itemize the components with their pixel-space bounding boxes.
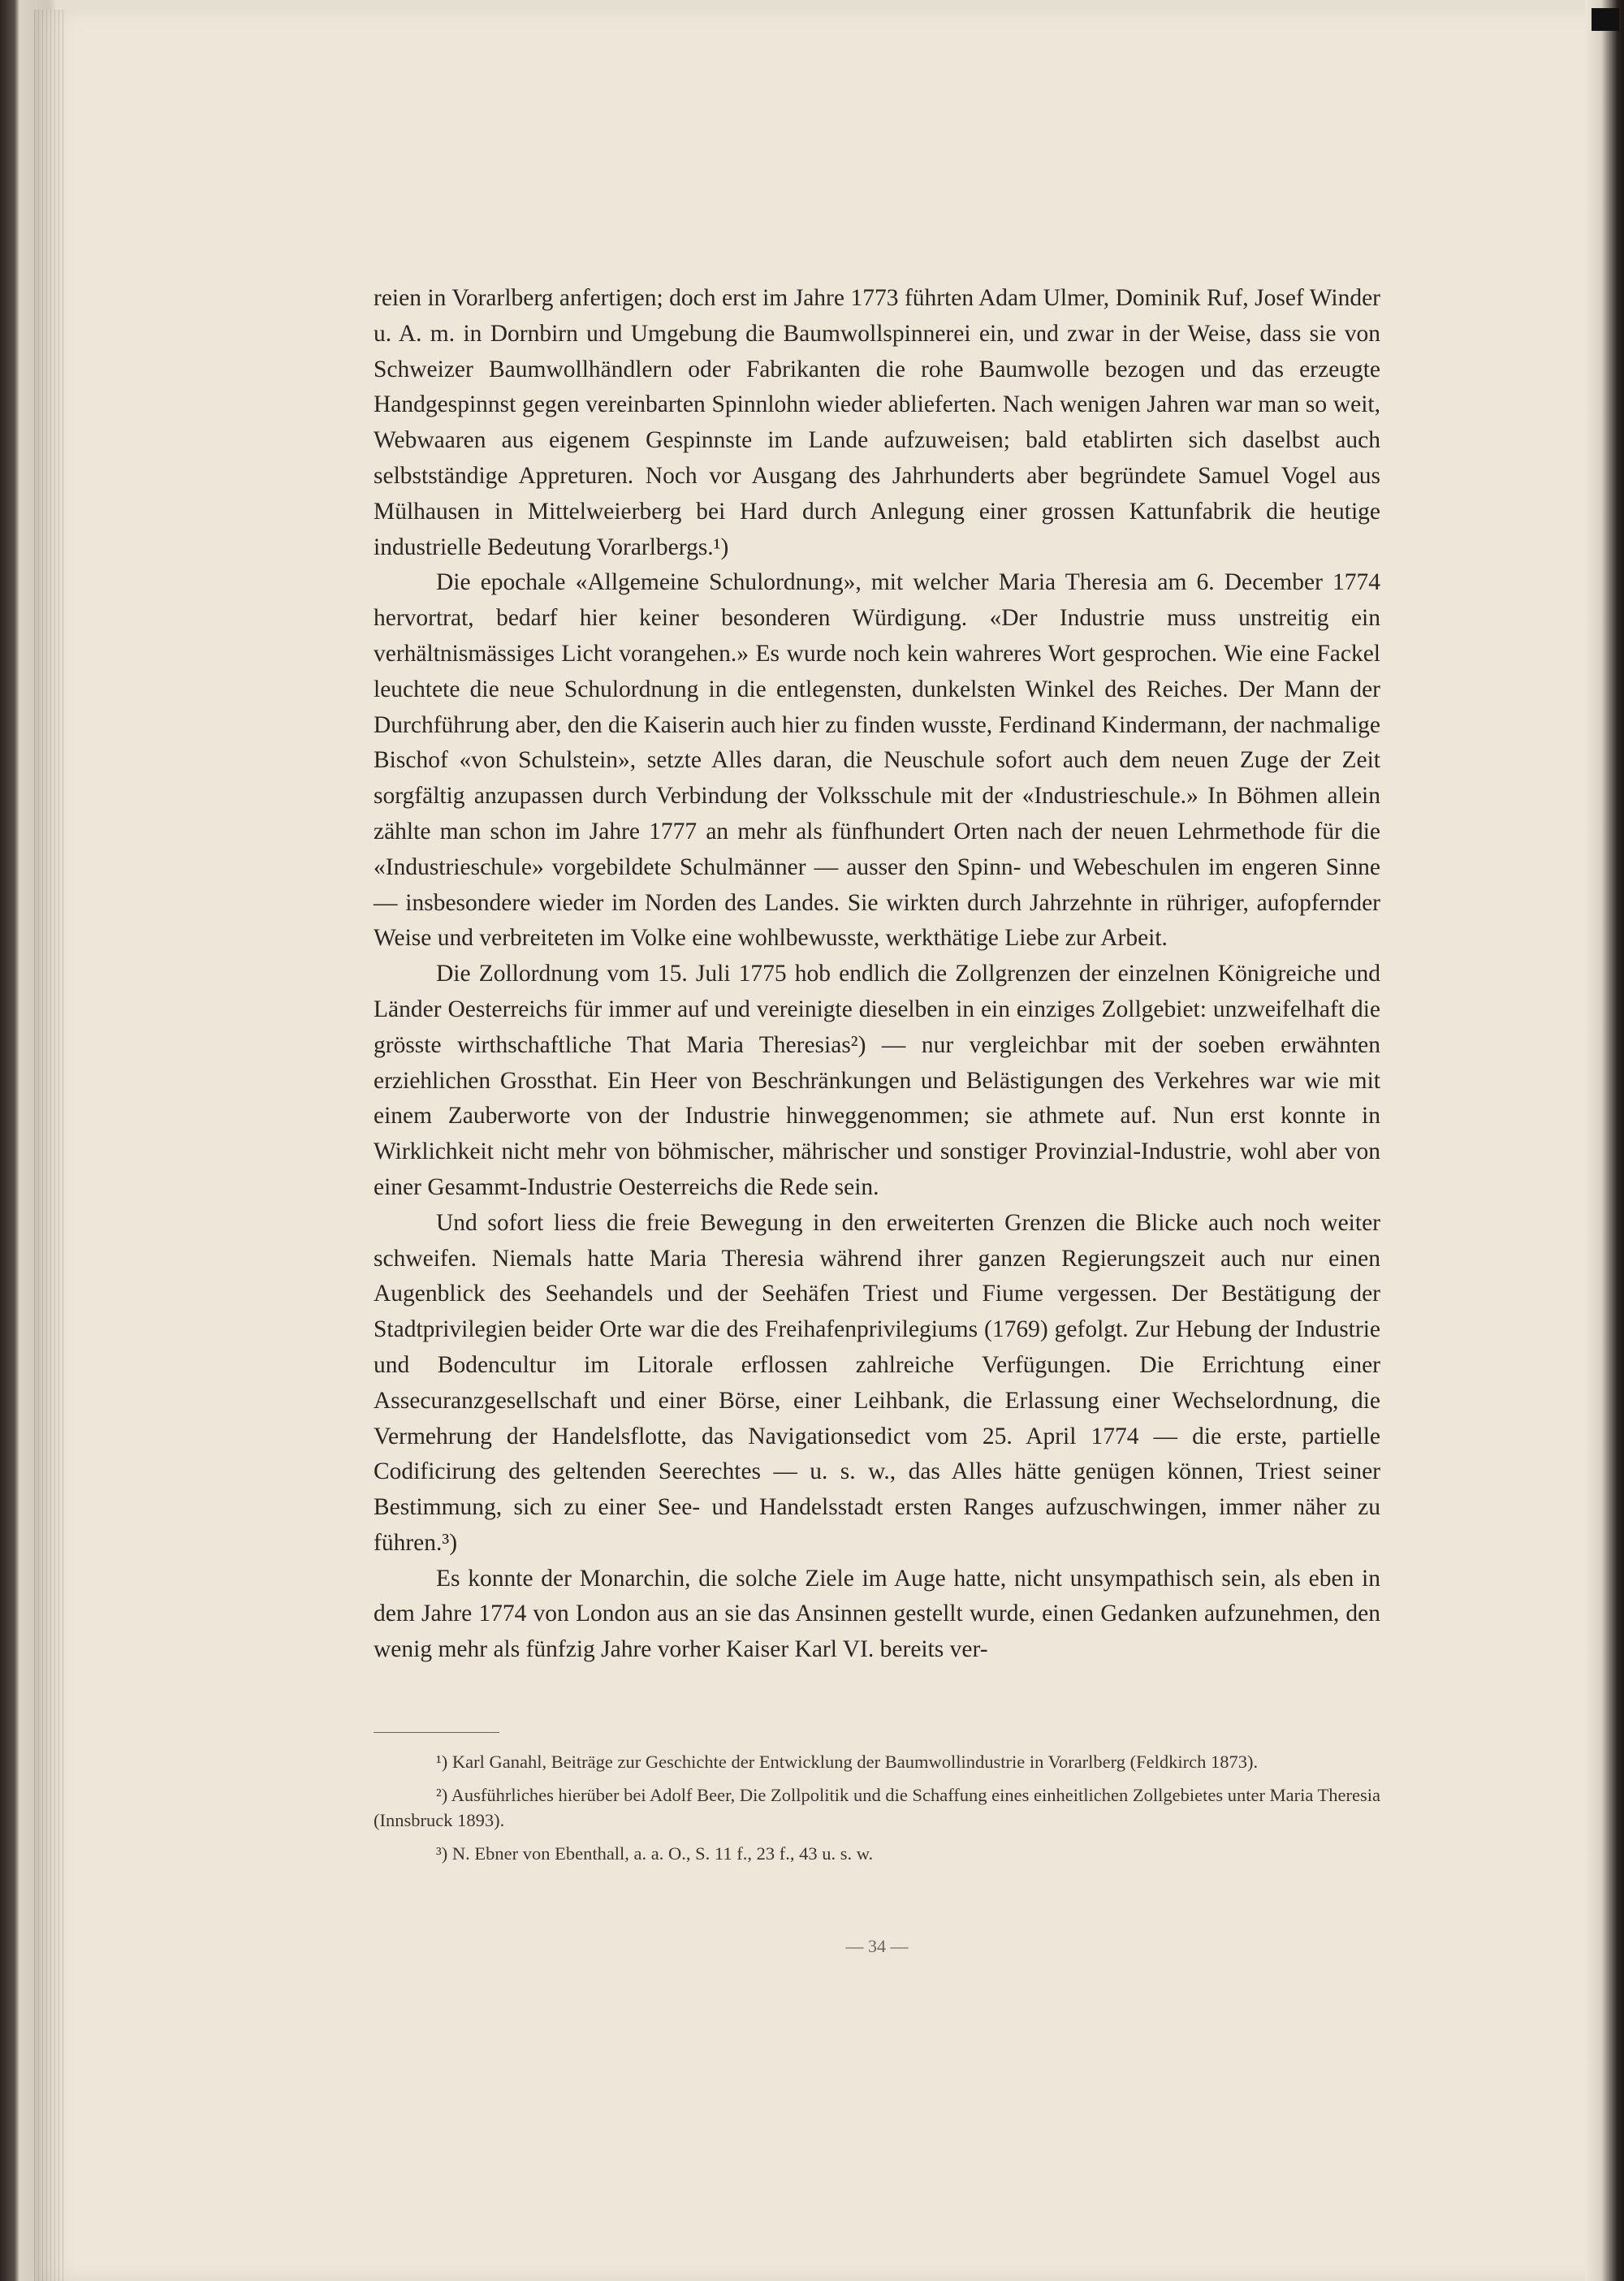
body-text bbox=[374, 281, 1380, 1668]
paragraph-3: Die Zollordnung vom 15. Juli 1775 hob endlich die Zollgrenzen der einzelnen Königreiche und Länder Oesterreichs für immer auf und vereinigte dieselben in ein einziges Zollgebiet: unzweifelhaft die grösste wirthschaftliche That Maria Theresias²) — nur vergleichbar mit der soeben erwähnten erziehlichen Grossthat. Ein Heer von Beschränkungen und Belästigungen des Verkehres war wie mit einem Zauberworte von der Industrie hinweggenommen; sie athmete auf. Nun erst konnte in Wirklichkeit nicht mehr von böhmischer, mährischer und sonstiger Provinzial-Industrie, wohl aber von einer Gesammt-Industrie Oesterreichs die Rede sein. bbox=[374, 961, 1380, 1200]
footnote-divider bbox=[374, 1732, 499, 1733]
paragraph-2: Die epochale «Allgemeine Schulordnung», mit welcher Maria Theresia am 6. December 1774 hervortrat, bedarf hier keiner besonderen Würdigung. «Der Industrie muss unstreitig ein verhältnismässiges Licht vorangehen.» Es wurde noch kein wahreres Wort gesprochen. Wie eine Fackel leuchtete die neue Schulordnung in die entlegensten, dunkelsten Winkel des Reiches. Der Mann der Durchführung aber, den die Kaiserin auch hier zu finden wusste, Ferdinand Kindermann, der nachmalige Bischof «von Schulstein», setzte Alles daran, die Neuschule sofort auch dem neuen Zuge der Zeit sorgfältig anzupassen durch Verbindung der Volksschule mit der «Industrieschule.» In Böhmen allein zählte man schon im Jahre 1777 an mehr als fünfhundert Orten nach der neuen Lehrmethode für die «Industrieschule» vorgebildete Schulmänner — ausser den Spinn- und Webeschulen im engeren Sinne — insbesondere wieder im Norden des Landes. Sie wirkten durch Jahrzehnte in rühriger, aufopfernder Weise und verbreiteten im Volke eine wohlbewusste, werkthätige Liebe zur Arbeit. bbox=[374, 569, 1380, 952]
footnote-2: ²) Ausführliches hierüber bei Adolf Beer, Die Zollpolitik und die Schaffung eines einheitlichen Zollgebietes unter Maria Theresia (Innsbruck 1893). bbox=[374, 1785, 1380, 1830]
paragraph-1: reien in Vorarlberg anfertigen; doch erst im Jahre 1773 führten Adam Ulmer, Dominik Ruf, Josef Winder u. A. m. in Dornbirn und Umgebung die Baumwollspinnerei ein, und zwar in der Weise, dass sie von Schweizer Baumwollhändlern oder Fabrikanten die rohe Baumwolle bezogen und das erzeugte Handgespinnst gegen vereinbarten Spinnlohn wieder ablieferten. Nach wenigen Jahren war man so weit, Webwaaren aus eigenem Gespinnste im Lande aufzuweisen; bald etablirten sich daselbst auch selbstständige Appreturen. Noch vor Ausgang des Jahrhunderts aber begründete Samuel Vogel aus Mülhausen in Mittelweierberg bei Hard durch Anlegung einer grossen Kattunfabrik die heutige industrielle Bedeutung Vorarlbergs.¹) bbox=[374, 285, 1380, 560]
corner-tab bbox=[1592, 8, 1619, 31]
footnote-1: ¹) Karl Ganahl, Beiträge zur Geschichte der Entwicklung der Baumwollindustrie in Vorarlberg (Feldkirch 1873). bbox=[436, 1752, 1259, 1772]
paragraph-5: Es konnte der Monarchin, die solche Ziele im Auge hatte, nicht unsympathisch sein, als eben in dem Jahre 1774 von London aus an sie das Ansinnen gestellt wurde, einen Gedanken aufzunehmen, den wenig mehr als fünfzig Jahre vorher Kaiser Karl VI. bereits ver- bbox=[374, 1565, 1380, 1663]
page-right-edge bbox=[1585, 0, 1624, 2281]
page-stack-edge bbox=[34, 10, 63, 2281]
page-number: — 34 — bbox=[845, 1936, 909, 1956]
footnotes bbox=[374, 1749, 1380, 1874]
paragraph-4: Und sofort liess die freie Bewegung in den erweiterten Grenzen die Blicke auch noch weiter schweifen. Niemals hatte Maria Theresia während ihrer ganzen Regierungszeit auch nur einen Augenblick des Seehandels und der Seehäfen Triest und Fiume vergessen. Der Bestätigung der Stadtprivilegien beider Orte war die des Freihafenprivilegiums (1769) gefolgt. Zur Hebung der Industrie und Bodencultur im Litorale erflossen zahlreiche Verfügungen. Die Errichtung einer Assecuranzgesellschaft und einer Börse, einer Leihbank, die Erlassung einer Wechselordnung, die Vermehrung der Handelsflotte, das Navigationsedict vom 25. April 1774 — die erste, partielle Codificirung des geltenden Seerechtes — u. s. w., das Alles hätte genügen können, Triest seiner Bestimmung, sich zu einer See- und Handelsstadt ersten Ranges aufzuschwingen, immer näher zu führen.³) bbox=[374, 1209, 1380, 1556]
footnote-3: ³) N. Ebner von Ebenthall, a. a. O., S. 11 f., 23 f., 43 u. s. w. bbox=[436, 1843, 874, 1864]
